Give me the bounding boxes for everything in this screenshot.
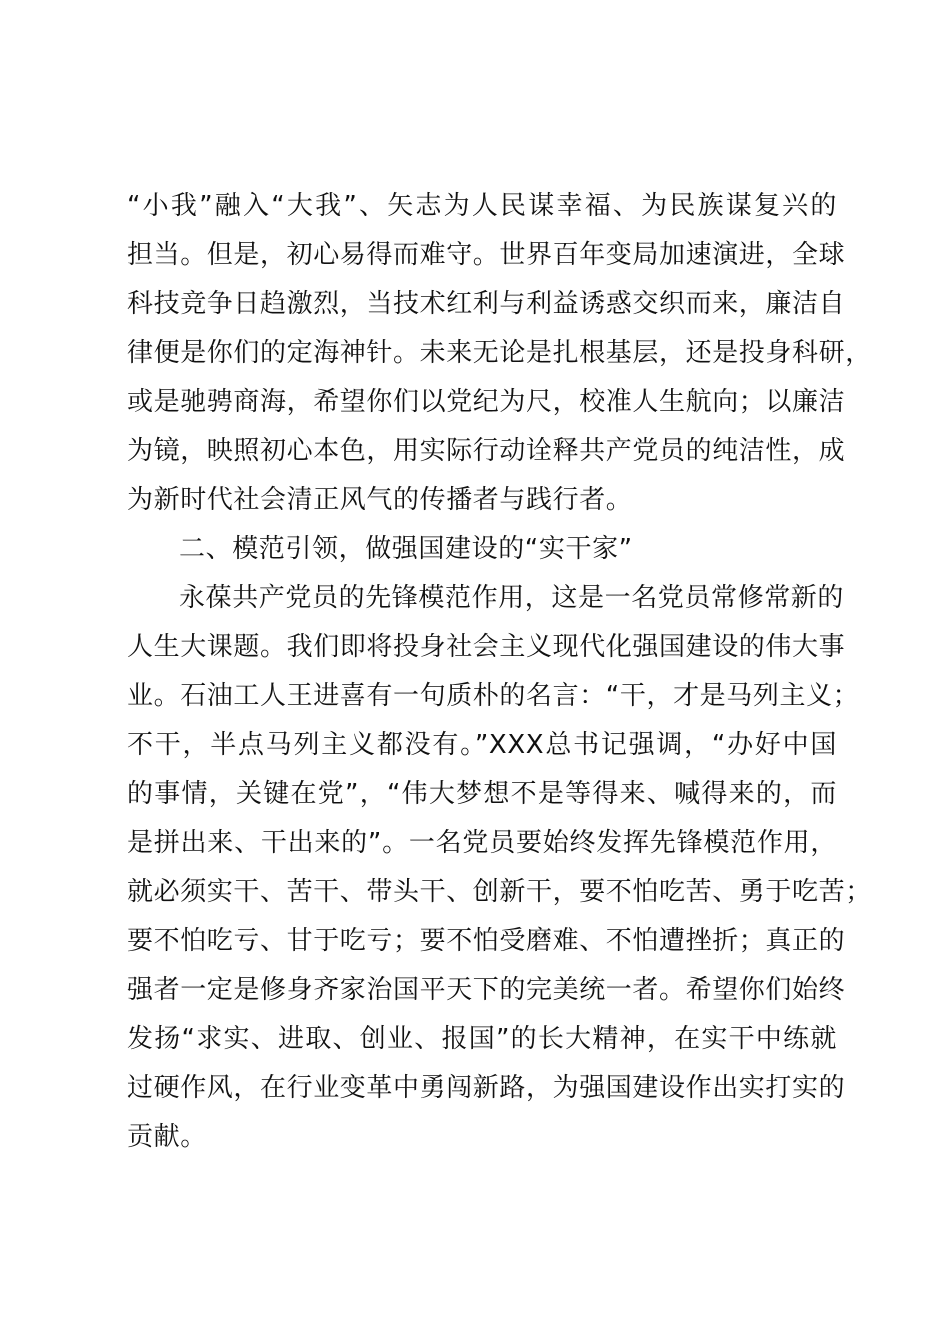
paragraph-1-line: 律便是你们的定海神针。未来无论是扎根基层，还是投身科研， bbox=[127, 338, 872, 368]
paragraph-2-line: 要不怕吃亏、甘于吃亏；要不怕受磨难、不怕遭挫折；真正的 bbox=[127, 926, 846, 956]
paragraph-2-line: 业。石油工人王进喜有一句质朴的名言：“干，才是马列主义； bbox=[127, 681, 860, 711]
paragraph-2-line: 人生大课题。我们即将投身社会主义现代化强国建设的伟大事 bbox=[127, 632, 846, 662]
paragraph-2-line: 发扬“求实、进取、创业、报国”的长大精神，在实干中练就 bbox=[127, 1024, 837, 1054]
paragraph-2-line: 强者一定是修身齐家治国平天下的完美统一者。希望你们始终 bbox=[127, 975, 846, 1005]
paragraph-1-line: “小我”融入“大我”、矢志为人民谋幸福、为民族谋复兴的 bbox=[127, 191, 837, 221]
paragraph-1-line: 为新时代社会清正风气的传播者与践行者。 bbox=[127, 485, 633, 515]
paragraph-2-line: 贡献。 bbox=[127, 1122, 207, 1152]
paragraph-2-line: 就必须实干、苦干、带头干、创新干，要不怕吃苦、勇于吃苦； bbox=[127, 877, 872, 907]
document-body bbox=[127, 182, 872, 1162]
paragraph-2-line: 过硬作风，在行业变革中勇闯新路，为强国建设作出实打实的 bbox=[127, 1073, 846, 1103]
paragraph-1-line: 或是驰骋商海，希望你们以党纪为尺，校准人生航向；以廉洁 bbox=[127, 387, 846, 417]
paragraph-2-line: 不干，半点马列主义都没有。”XXX总书记强调，“办好中国 bbox=[127, 730, 837, 760]
paragraph-1-line: 担当。但是，初心易得而难守。世界百年变局加速演进，全球 bbox=[127, 240, 846, 270]
paragraph-2-line: 永葆共产党员的先锋模范作用，这是一名党员常修常新的 bbox=[179, 583, 845, 613]
paragraph-1-line: 科技竞争日趋激烈，当技术红利与利益诱惑交织而来，廉洁自 bbox=[127, 289, 846, 319]
paragraph-2-line: 是拼出来、干出来的”。一名党员要始终发挥先锋模范作用， bbox=[127, 828, 837, 858]
paragraph-1-line: 为镜，映照初心本色，用实际行动诠释共产党员的纯洁性，成 bbox=[127, 436, 846, 466]
paragraph-2-line: 的事情，关键在党”，“伟大梦想不是等得来、喊得来的，而 bbox=[127, 779, 837, 809]
section-heading: 二、模范引领，做强国建设的“实干家” bbox=[179, 534, 633, 564]
